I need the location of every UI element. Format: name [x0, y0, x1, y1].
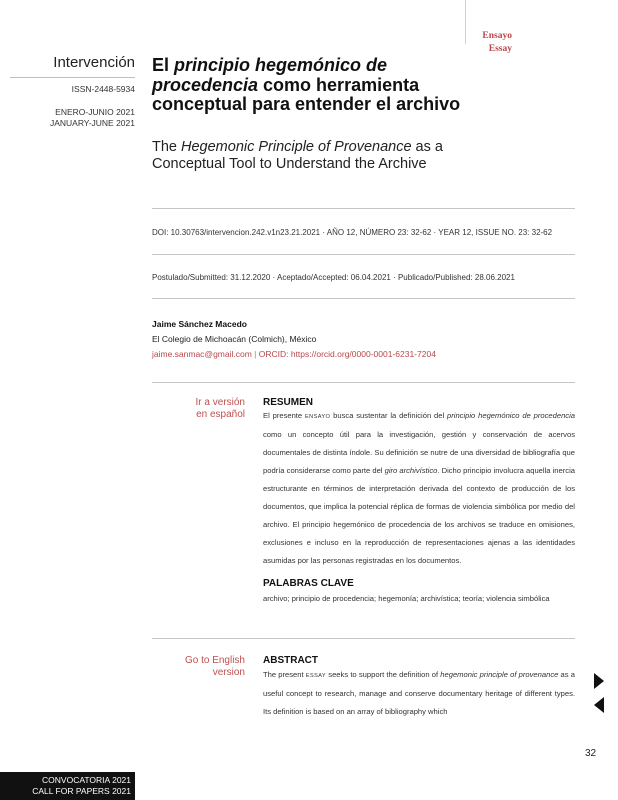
orcid-link[interactable]: ORCID: https://orcid.org/0000-0001-6231-7204: [258, 349, 436, 359]
section-label-en: Essay: [488, 44, 512, 54]
divider: [152, 208, 575, 209]
doi-line[interactable]: DOI: 10.30763/intervencion.242.v1n23.21.2021 · AÑO 12, NÚMERO 23: 32-62 · YEAR 12, ISSUE NO. 23: 32-62: [152, 228, 553, 237]
author-name: Jaime Sánchez Macedo: [152, 319, 247, 329]
section-label-es: Ensayo: [482, 31, 512, 41]
dates-line: Postulado/Submitted: 31.12.2020 · Aceptado/Accepted: 06.04.2021 · Publicado/Published: 28.06.2021: [152, 273, 515, 282]
next-page-arrow-icon[interactable]: [594, 673, 604, 689]
title-english: The Hegemonic Principle of Provenance as a Conceptual Tool to Understand the Archive: [152, 139, 443, 172]
spanish-version-link[interactable]: Ir a versión en español: [195, 397, 245, 420]
period-en: JANUARY-JUNE 2021: [49, 118, 135, 128]
abstract-es-heading: RESUMEN: [263, 397, 314, 408]
title-spanish: El principio hegemónico de procedencia como herramienta conceptual para entender el archivo: [152, 55, 461, 114]
divider: [152, 382, 575, 383]
footer-line-en: CALL FOR PAPERS 2021: [32, 785, 131, 796]
period-es: ENERO-JUNIO 2021: [55, 107, 135, 117]
journal-name: Intervención: [53, 54, 135, 71]
page-number: 32: [585, 748, 597, 759]
keywords-text: archivo; principio de procedencia; hegemonía; archivística; teoría; violencia simbólica: [263, 594, 550, 603]
journal-rule: [10, 77, 135, 78]
author-affiliation: El Colegio de Michoacán (Colmich), México: [152, 334, 317, 344]
footer-line-es: CONVOCATORIA 2021: [42, 775, 131, 785]
divider: [152, 254, 575, 255]
english-version-link[interactable]: Go to English version: [184, 655, 245, 678]
keywords-heading: PALABRAS CLAVE: [263, 578, 354, 589]
abstract-es-text: El presente ENSAYO busca sustentar la definición del principio hegemónico de procedencia como un concepto útil para la investigación, gestión y conservación de acervos documentales de distinta índole. Su definición se nutre de una diversidad de bibliografía que podría considerarse como parte del giro archivístico. Dicho principio involucra aquella inercia estructurante en términos de interpretación derivada del contexto de producción de los documentos, que implica la potencial réplica de formas de violencia simbólica por medio del archivo. El principio hegemónico de procedencia de los archivos se traduce en omisiones, exclusiones e incluso en la reproducción de representaciones ajenas a las identidades asumidas por las personas registradas en los documentos.: [263, 411, 575, 565]
author-contact: [152, 349, 436, 359]
section-label: [482, 30, 512, 56]
abstract-en-text: The present ESSAY seeks to support the definition of hegemonic principle of provenance as a useful concept to research, manage and conserve documentary heritage of different types. Its definition is based on an array of bibliography which: [263, 670, 575, 716]
divider: [152, 638, 575, 639]
divider: [152, 298, 575, 299]
header-divider: [465, 0, 466, 44]
issn: ISSN-2448-5934: [71, 84, 135, 94]
abstract-en-heading: ABSTRACT: [263, 655, 318, 666]
previous-page-arrow-icon[interactable]: [594, 697, 604, 713]
contact-separator: |: [251, 349, 259, 359]
footer-banner: [0, 772, 135, 800]
email-link[interactable]: jaime.sanmac@gmail.com: [152, 349, 252, 359]
